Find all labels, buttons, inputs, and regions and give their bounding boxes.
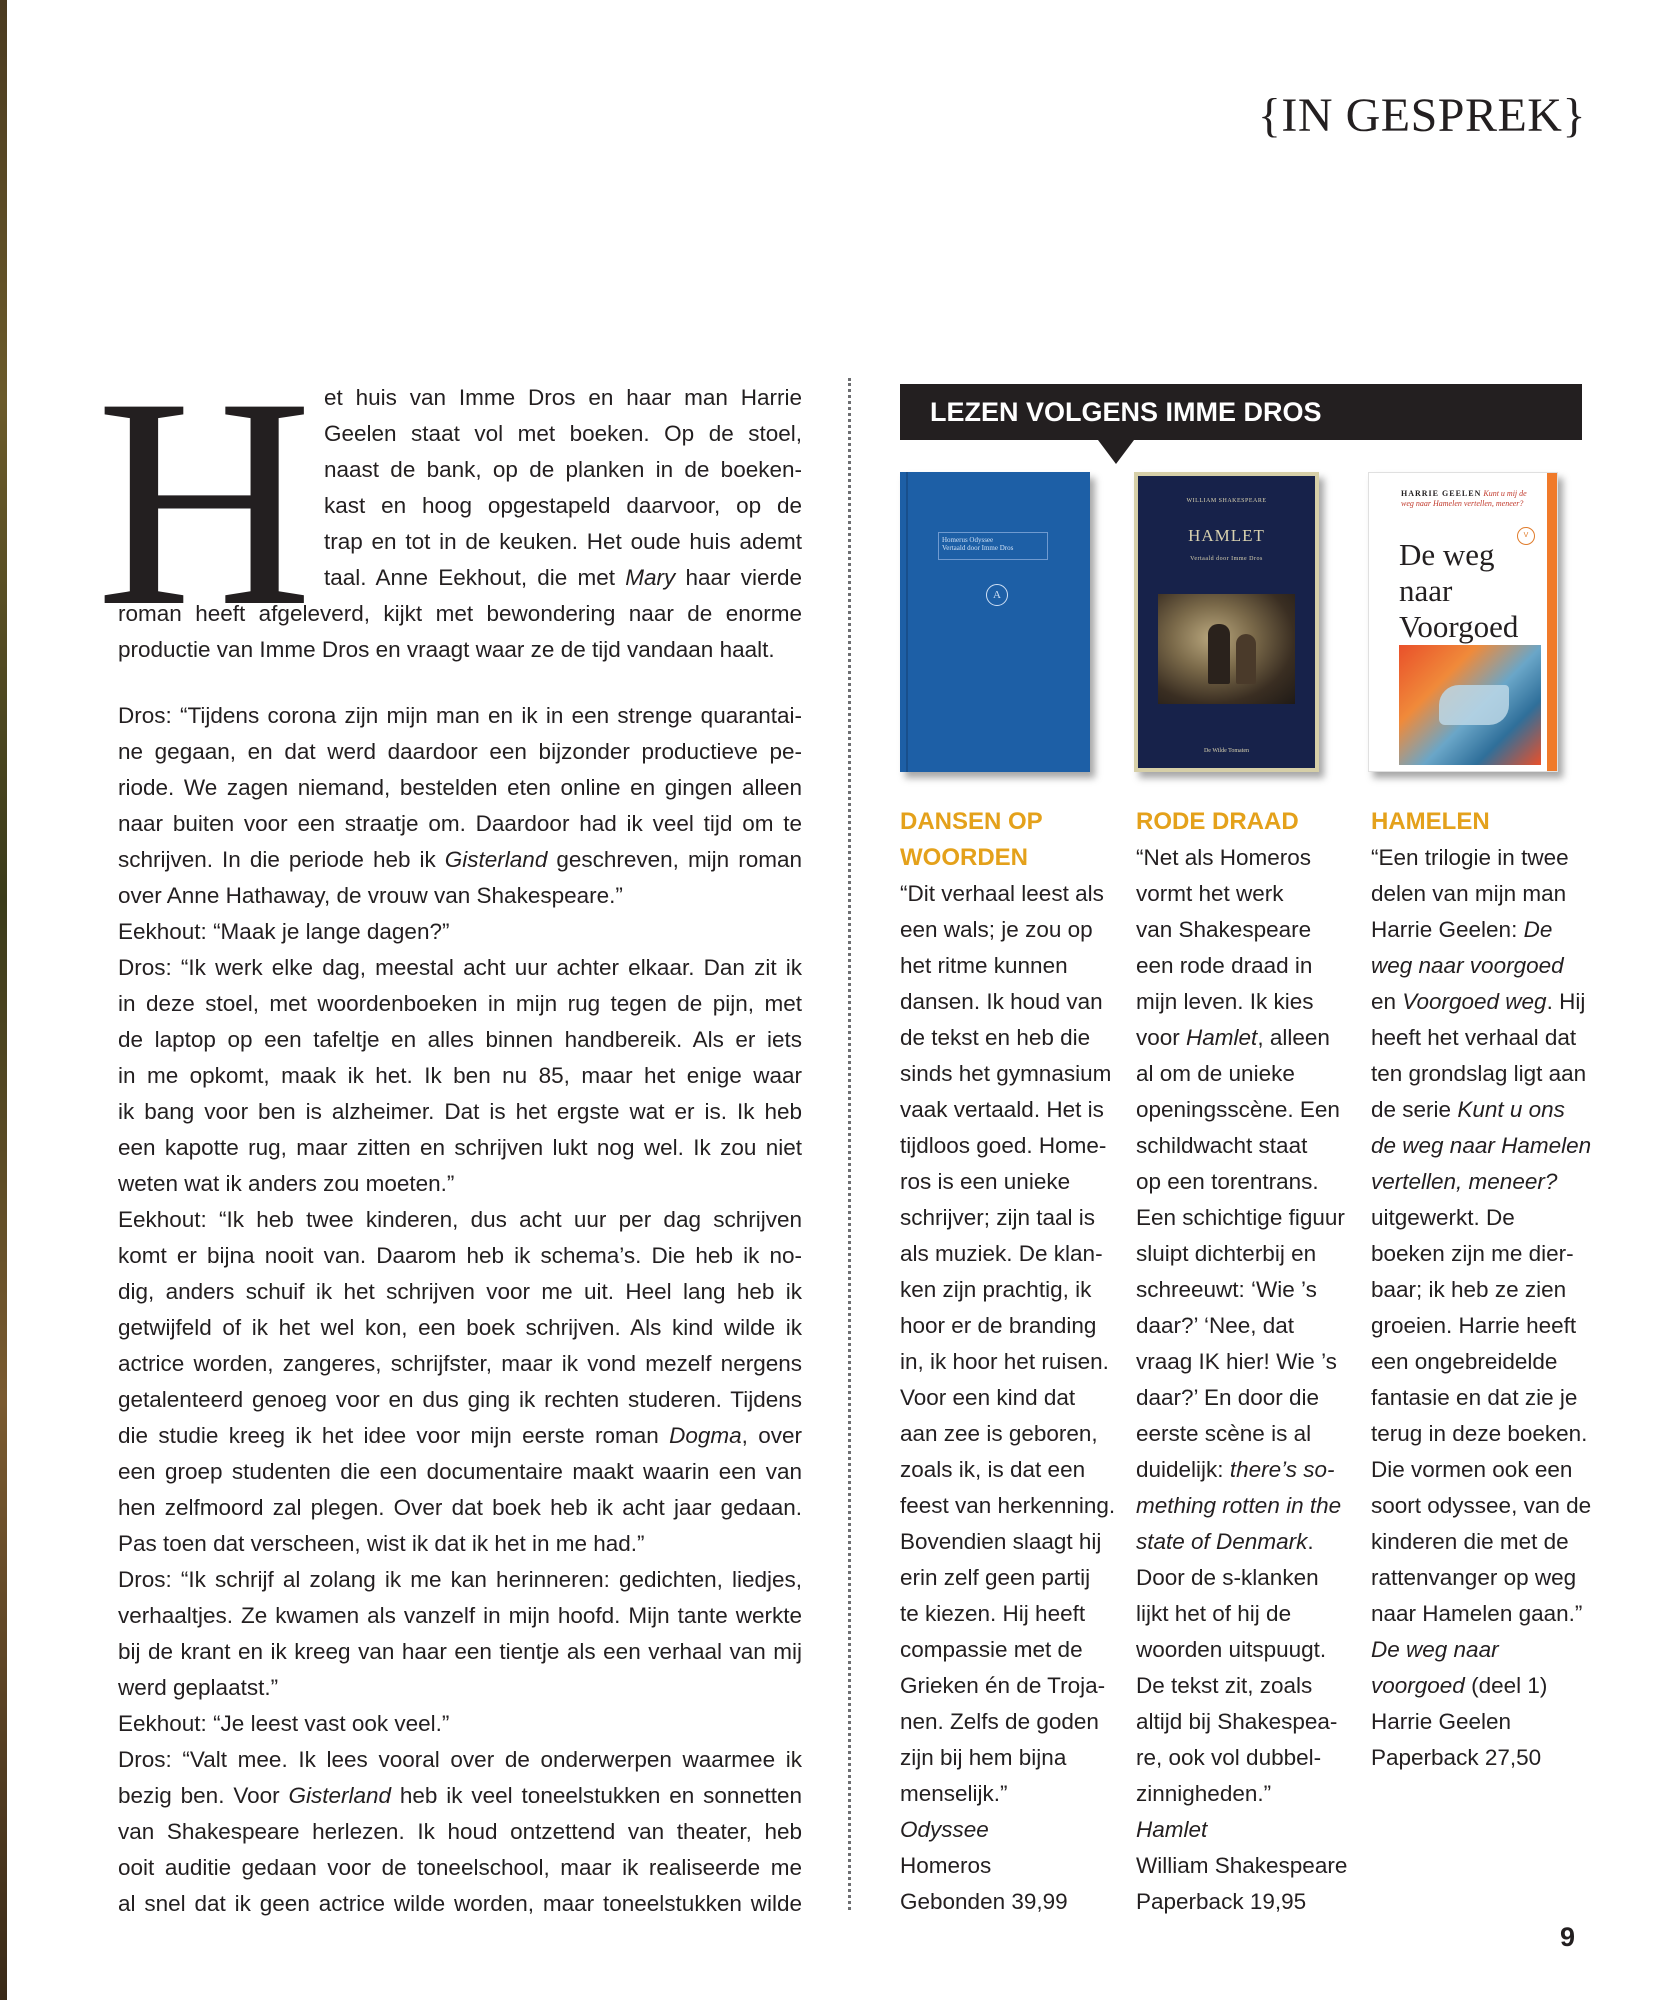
intro-line: Geelen staat vol met boeken. Op de stoel, (324, 421, 802, 446)
publisher-emblem-icon: A (986, 584, 1008, 606)
book-column-line: delen van mijn man (1371, 881, 1567, 906)
body-line: Pas toen dat verscheen, wist ik dat ik het in me had.” (118, 1531, 645, 1556)
body-line: in deze stoel, met woordenboeken in mijn rug tegen de pijn, met (118, 991, 802, 1016)
book-spine (906, 472, 908, 772)
book-column-line: vaak vertaald. Het is (900, 1097, 1104, 1122)
book-cover-illustration (1399, 645, 1541, 765)
book-column-line: van Shakespeare (1136, 917, 1312, 942)
book-column-line: Homeros (900, 1853, 992, 1878)
body-line: Eekhout: “Ik heb twee kinderen, dus acht uur per dag schrijven (118, 1207, 802, 1232)
body-line: riode. We zagen niemand, bestelden eten online en gingen alleen (118, 775, 802, 800)
book-column-line: groeien. Harrie heeft (1371, 1313, 1577, 1338)
book-column-line: vormt het werk (1136, 881, 1284, 906)
intro-line: productie van Imme Dros en vraagt waar ze de tijd vandaan haalt. (118, 637, 775, 662)
book-column-line: eerste scène is al (1136, 1421, 1312, 1446)
book-column-line: Voor een kind dat (900, 1385, 1076, 1410)
book-column-line: compassie met de (900, 1637, 1083, 1662)
book-column-line: mething rotten in the (1136, 1493, 1342, 1518)
book-column-line: Een schichtige figuur (1136, 1205, 1345, 1230)
book-column-line: terug in deze boeken. (1371, 1421, 1588, 1446)
body-line: Dros: “Tijdens corona zijn mijn man en ik in een strenge quarantai- (118, 703, 802, 728)
book-column-heading: HAMELEN (1371, 808, 1490, 835)
book-column-line: Harrie Geelen (1371, 1709, 1512, 1734)
body-line: bij de krant en ik kreeg van haar een tientje als een verhaal van mij (118, 1639, 802, 1664)
book-cover-author: WILLIAM SHAKESPEARE (1186, 498, 1267, 504)
book-column-line: schrijver; zijn taal is (900, 1205, 1096, 1230)
book-column-line: daar?’ En door die (1136, 1385, 1320, 1410)
book-cover-subtitle: Vertaald door Imme Dros (1190, 556, 1263, 562)
book-column-line: “Dit verhaal leest als (900, 881, 1104, 906)
body-line: een kapotte rug, maar zitten en schrijven lukt nog wel. Ik zou niet (118, 1135, 802, 1160)
book-column-line: De weg naar (1371, 1637, 1499, 1662)
illustration-shape (1439, 685, 1509, 725)
body-line: komt er bijna nooit van. Daarom heb ik schema’s. Die heb ik no- (118, 1243, 802, 1268)
book-column-line: De tekst zit, zoals (1136, 1673, 1313, 1698)
book-column-line: Odyssee (900, 1817, 989, 1842)
book-column-line: woorden uitspuugt. (1136, 1637, 1327, 1662)
book-column-line: uitgewerkt. De (1371, 1205, 1515, 1230)
body-line: Eekhout: “Maak je lange dagen?” (118, 919, 450, 944)
book-cover-painting (1158, 594, 1295, 704)
book-cover-odyssee (900, 472, 1090, 772)
book-column-line: menselijk.” (900, 1781, 1008, 1806)
book-column-line: re, ook vol dubbel- (1136, 1745, 1322, 1770)
badge-icon: V (1517, 527, 1535, 545)
book-column-heading: WOORDEN (900, 844, 1028, 871)
body-line: naar buiten voor een straatje om. Daardoor had ik veel tijd om te (118, 811, 802, 836)
book-column-line: de serie Kunt u ons (1371, 1097, 1565, 1122)
book-column-line: tijdloos goed. Home- (900, 1133, 1107, 1158)
book-column-line: zijn bij hem bijna (900, 1745, 1067, 1770)
book-column-line: William Shakespeare (1136, 1853, 1348, 1878)
book-column-line: lijkt het of hij de (1136, 1601, 1292, 1626)
body-line: die studie kreeg ik het idee voor mijn eerste roman Dogma, over (118, 1423, 802, 1448)
book-column-line: aan zee is geboren, (900, 1421, 1098, 1446)
book-column-line: en Voorgoed weg. Hij (1371, 989, 1586, 1014)
book-cover-title-line: De weg (1399, 537, 1495, 572)
body-line: verhaaltjes. Ze kwamen als vanzelf in mijn hoofd. Mijn tante werkte (118, 1603, 802, 1628)
body-line: ne gegaan, en dat werd daardoor een bijzonder productieve pe- (118, 739, 802, 764)
body-line: getalenteerd genoeg voor en dus ging ik rechten studeren. Tijdens (118, 1387, 802, 1412)
book-column-heading: DANSEN OP (900, 808, 1043, 835)
book-column-line: daar?’ ‘Nee, dat (1136, 1313, 1295, 1338)
body-line: werd geplaatst.” (118, 1675, 279, 1700)
drop-cap: H (96, 336, 313, 668)
book-column-heading: RODE DRAAD (1136, 808, 1299, 835)
column-divider (848, 378, 851, 1910)
body-line: actrice worden, zangeres, schrijfster, maar ik vond mezelf nergens (118, 1351, 802, 1376)
book-column-line: baar; ik heb ze zien (1371, 1277, 1567, 1302)
body-line: weten wat ik anders zou moeten.” (118, 1171, 455, 1196)
book-cover-title: Odyssee (969, 536, 994, 544)
book-column-line: naar Hamelen gaan.” (1371, 1601, 1583, 1626)
book-column-line: vertellen, meneer? (1371, 1169, 1558, 1194)
book-cover-author-line (1401, 489, 1531, 509)
body-line: de laptop op een tafeltje en alles binnen handbereik. Als er iets (118, 1027, 802, 1052)
book-cover-de-weg-naar-voorgoed (1368, 472, 1558, 772)
book-cover-title-line: naar (1399, 573, 1453, 608)
book-column-line: als muziek. De klan- (900, 1241, 1103, 1266)
body-line: getwijfeld of ik het wel kon, een boek schrijven. Als kind wilde ik (118, 1315, 802, 1340)
book-column-line: erin zelf geen partij (900, 1565, 1091, 1590)
book-column-line: Paperback 27,50 (1371, 1745, 1542, 1770)
book-cover-author: Homerus (942, 536, 968, 544)
body-line: schrijven. In die periode heb ik Gisterland geschreven, mijn roman (118, 847, 802, 872)
painting-figure (1208, 624, 1230, 684)
body-line: een groep studenten die een documentaire maakt waarin een van (118, 1459, 802, 1484)
body-line: in me opkomt, maak ik het. Ik ben nu 85, maar het enige waar (118, 1063, 802, 1088)
book-column-line: Paperback 19,95 (1136, 1889, 1307, 1914)
book-cover-title-line: Voorgoed (1399, 609, 1519, 644)
book-column-line: sinds het gymnasium (900, 1061, 1112, 1086)
book-column-line: Door de s-klanken (1136, 1565, 1319, 1590)
book-column-line: state of Denmark. (1136, 1529, 1314, 1554)
book-column-line: Bovendien slaagt hij (900, 1529, 1102, 1554)
book-column-line: mijn leven. Ik kies (1136, 989, 1314, 1014)
book-column-line: vraag IK hier! Wie ’s (1136, 1349, 1337, 1374)
book-column-line: boeken zijn me dier- (1371, 1241, 1574, 1266)
book-column-line: voor Hamlet, alleen (1136, 1025, 1330, 1050)
book-cover-author: HARRIE GEELEN (1401, 489, 1482, 498)
book-column-line: al om de unieke (1136, 1061, 1295, 1086)
page-number: 9 (1560, 1922, 1576, 1952)
page-edge-strip (0, 0, 7, 2000)
book-column-line: zinnigheden.” (1136, 1781, 1272, 1806)
book-cover-subtitle: Vertaald door Imme Dros (942, 544, 1014, 552)
intro-line: kast en hoog opgestapeld daarvoor, op de (324, 493, 802, 518)
book-column-line: een rode draad in (1136, 953, 1313, 978)
book-cover-title: HAMLET (1188, 526, 1265, 545)
book-column-line: schildwacht staat (1136, 1133, 1308, 1158)
book-column-line: zoals ik, is dat een (900, 1457, 1086, 1482)
intro-line: roman heeft afgeleverd, kijkt met bewondering naar de enorme (118, 601, 802, 626)
book-column-line: een wals; je zou op (900, 917, 1093, 942)
book-column-line: ken zijn prachtig, ik (900, 1277, 1092, 1302)
body-line: al snel dat ik geen actrice wilde worden, maar toneelstukken wilde (118, 1891, 802, 1916)
book-column-line: duidelijk: there’s so- (1136, 1457, 1335, 1482)
book-column-line: kinderen die met de (1371, 1529, 1569, 1554)
book-column-line: “Een trilogie in twee (1371, 845, 1569, 870)
book-column-line: altijd bij Shakespea- (1136, 1709, 1338, 1734)
body-line: Dros: “Valt mee. Ik lees vooral over de onderwerpen waarmee ik (118, 1747, 802, 1772)
book-column-line: het ritme kunnen (900, 953, 1068, 978)
body-line: dig, anders schuif ik het schrijven voor me uit. Heel lang heb ik (118, 1279, 802, 1304)
book-column-line: schreeuwt: ‘Wie ’s (1136, 1277, 1317, 1302)
body-line: hen zelfmoord zal plegen. Over dat boek heb ik acht jaar gedaan. (118, 1495, 802, 1520)
book-column-line: een ongebreidelde (1371, 1349, 1558, 1374)
book-column-line: soort odyssee, van de (1371, 1493, 1592, 1518)
book-column-line: nen. Zelfs de goden (900, 1709, 1099, 1734)
book-column-line: ros is een unieke (900, 1169, 1071, 1194)
book-column-line: voorgoed (deel 1) (1371, 1673, 1548, 1698)
book-cover-edge (1547, 473, 1557, 771)
book-column-line: weg naar voorgoed (1371, 953, 1564, 978)
body-line: Dros: “Ik werk elke dag, meestal acht uur achter elkaar. Dan zit ik (118, 955, 802, 980)
book-column-line: Die vormen ook een (1371, 1457, 1573, 1482)
book-column-line: de tekst en heb die (900, 1025, 1091, 1050)
book-column-line: Gebonden 39,99 (900, 1889, 1068, 1914)
book-column-line: openingsscène. Een (1136, 1097, 1340, 1122)
body-line: ik bang voor ben is alzheimer. Dat is het ergste wat er is. Ik heb (118, 1099, 802, 1124)
sidebar-title: LEZEN VOLGENS IMME DROS (900, 384, 1582, 440)
book-column-line: Harrie Geelen: De (1371, 917, 1553, 942)
book-column-line: de weg naar Hamelen (1371, 1133, 1592, 1158)
book-column-line: te kiezen. Hij heeft (900, 1601, 1086, 1626)
book-cover-tagline: Kunt u mij de weg naar Hamelen vertellen, meneer? (1401, 489, 1527, 508)
book-column-line: in, ik hoor het ruisen. (900, 1349, 1109, 1374)
book-cover-label (938, 532, 1048, 560)
book-column-line: hoor er de branding (900, 1313, 1097, 1338)
body-line: van Shakespeare herlezen. Ik houd ontzettend van theater, heb (118, 1819, 802, 1844)
book-column-line: rattenvanger op weg (1371, 1565, 1577, 1590)
book-cover-publisher: De Wilde Tomaten (1203, 748, 1250, 754)
book-column-line: Hamlet (1136, 1817, 1208, 1842)
sidebar-title-pointer (1098, 440, 1134, 464)
book-cover-hamlet (1134, 472, 1319, 772)
book-column-line: feest van herkenning. (900, 1493, 1116, 1518)
painting-figure (1236, 634, 1256, 684)
body-line: ooit auditie gedaan voor de toneelschool, maar ik realiseerde me (118, 1855, 802, 1880)
book-column-line: op een torentrans. (1136, 1169, 1319, 1194)
section-header: {IN GESPREK} (1257, 89, 1586, 142)
book-column-line: sluipt dichterbij en (1136, 1241, 1317, 1266)
book-column-line: ten grondslag ligt aan (1371, 1061, 1587, 1086)
intro-line: et huis van Imme Dros en haar man Harrie (324, 385, 802, 410)
book-column-line: fantasie en dat zie je (1371, 1385, 1578, 1410)
body-line: Eekhout: “Je leest vast ook veel.” (118, 1711, 450, 1736)
body-line: over Anne Hathaway, de vrouw van Shakespeare.” (118, 883, 623, 908)
book-cover-title (1399, 537, 1518, 645)
book-column-line: Grieken én de Troja- (900, 1673, 1106, 1698)
book-column-line: heeft het verhaal dat (1371, 1025, 1577, 1050)
intro-line: trap en tot in de keuken. Het oude huis ademt (324, 529, 802, 554)
body-line: Dros: “Ik schrijf al zolang ik me kan herinneren: gedichten, liedjes, (118, 1567, 802, 1592)
book-column-line: dansen. Ik houd van (900, 989, 1103, 1014)
intro-line: taal. Anne Eekhout, die met Mary haar vierde (324, 565, 802, 590)
body-line: bezig ben. Voor Gisterland heb ik veel toneelstukken en sonnetten (118, 1783, 802, 1808)
intro-line: naast de bank, op de planken in de boeken- (324, 457, 802, 482)
book-column-line: “Net als Homeros (1136, 845, 1312, 870)
